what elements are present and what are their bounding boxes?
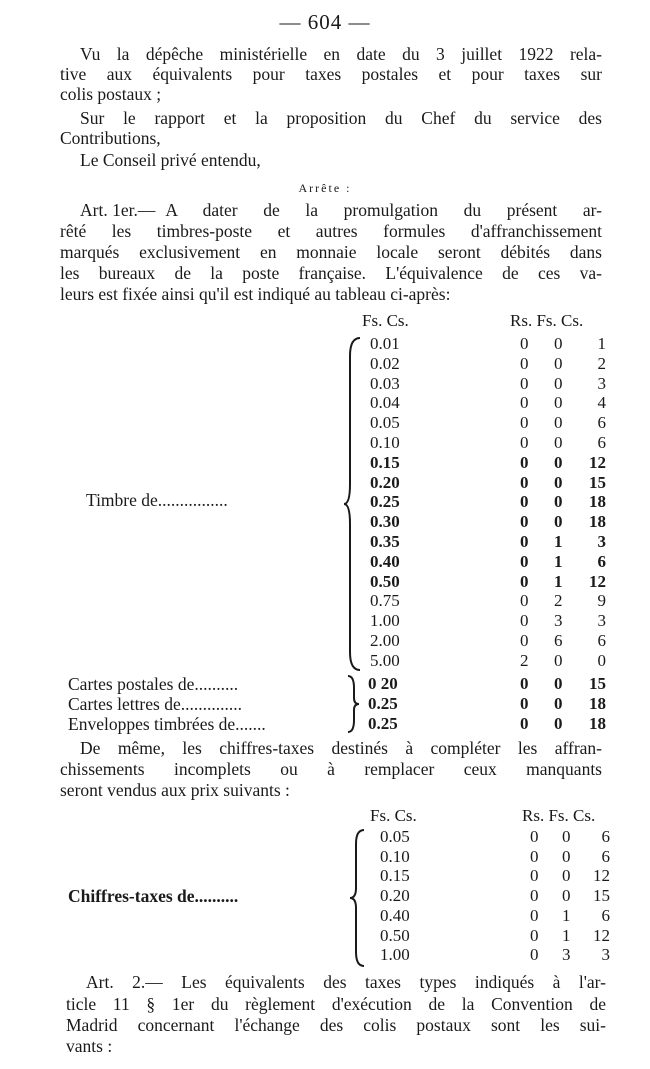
table1-extra-rfs: 0 [554,714,563,733]
para2-line-3: seront vendus aux prix suivants : [60,780,290,800]
table1-row-fs: 0.02 [370,354,400,373]
table1-extra-cs: 18 [589,694,606,713]
arrete-heading: Arrête : [298,181,352,195]
table1-row-fs: 0.15 [370,453,400,472]
table1-extra-label: Cartes lettres de.............. [68,694,242,714]
preamble-line-1: Vu la dépêche ministérielle en date du 3 juillet 1922 rela- [80,44,602,64]
table2-row-fs: 0.15 [380,866,410,885]
table1-extra-cs: 15 [589,674,606,693]
table1-extra-rs: 0 [520,694,529,713]
table1-row-cs: 2 [597,354,606,373]
table1-row-rs: 0 [520,532,529,551]
table1-row-cs: 6 [597,552,606,571]
art2-line-2: ticle 11 § 1er du règlement d'exécution de la Convention de [66,994,606,1014]
table2-row-cs: 6 [601,847,610,866]
art1-line-1-rest: A dater de la promulgation du présent ar- [165,200,602,220]
table1-row-rs: 0 [520,413,529,432]
preamble-line-5: Contributions, [60,128,161,148]
table2-row-cs: 3 [601,945,610,964]
table1-row-rs: 0 [520,334,529,353]
table1-row-rfs: 0 [554,512,563,531]
table1-row-rs: 0 [520,354,529,373]
art1-line-1 [80,200,602,220]
art2-line-4: vants : [66,1036,113,1056]
table1-row-fs: 0.75 [370,591,400,610]
preamble-line-6: Le Conseil privé entendu, [80,150,261,170]
table1-row-rfs: 0 [554,334,563,353]
preamble-line-3: colis postaux ; [60,84,162,104]
art1-line-3: marqués exclusivement en monnaie locale seront débités dans [60,242,602,262]
table1-extra-rs: 0 [520,714,529,733]
table1-extra-rfs: 0 [554,694,563,713]
table2-row-fs: 1.00 [380,945,410,964]
table1-extra-fs: 0.25 [368,714,398,733]
table1-row-fs: 0.30 [370,512,400,531]
table1-row-fs: 0.04 [370,393,400,412]
table1-row-cs: 6 [597,413,606,432]
table1-row-rfs: 0 [554,413,563,432]
table1-row-rfs: 3 [554,611,563,630]
table2-row-rs: 0 [530,926,539,945]
table1-row-rs: 0 [520,374,529,393]
table1-group-label: Timbre de................ [86,490,228,510]
table2-row-fs: 0.50 [380,926,410,945]
table1-row-rs: 0 [520,591,529,610]
table2-row-rs: 0 [530,866,539,885]
table1-row-rfs: 0 [554,433,563,452]
para2-line-1: De même, les chiffres-taxes destinés à compléter les affran- [80,738,602,758]
table1-row-rs: 0 [520,611,529,630]
table1-row-fs: 0.10 [370,433,400,452]
table2-row-cs: 12 [593,926,610,945]
table2-row-rfs: 3 [562,945,571,964]
table1-row-cs: 15 [589,473,606,492]
table2-brace [348,828,370,968]
table2-row-rs: 0 [530,886,539,905]
table1-row-cs: 4 [597,393,606,412]
table1-row-rfs: 1 [554,532,563,551]
table1-row-rfs: 0 [554,492,563,511]
table1-row-rs: 0 [520,631,529,650]
table2-row-rfs: 0 [562,847,571,866]
table1-row-cs: 0 [597,651,606,670]
table1-row-rfs: 6 [554,631,563,650]
preamble-line-4: Sur le rapport et la proposition du Chef du service des [80,108,602,128]
art1-line-4: les bureaux de la poste française. L'équivalence de ces va- [60,263,602,283]
table1-row-fs: 0.01 [370,334,400,353]
table2-row-rfs: 0 [562,886,571,905]
table2-row-cs: 12 [593,866,610,885]
table1-row-fs: 0.50 [370,572,400,591]
table1-row-rs: 0 [520,433,529,452]
table2-row-rs: 0 [530,906,539,925]
table1-row-fs: 0.20 [370,473,400,492]
table2-row-rs: 0 [530,945,539,964]
table1-row-rs: 0 [520,492,529,511]
table2-row-rfs: 1 [562,926,571,945]
table2-row-cs: 6 [601,827,610,846]
table1-row-cs: 3 [597,374,606,393]
table2-row-fs: 0.20 [380,886,410,905]
table2-row-rs: 0 [530,847,539,866]
table2-row-fs: 0.40 [380,906,410,925]
table2-row-rs: 0 [530,827,539,846]
table1-extra-label: Enveloppes timbrées de....... [68,714,266,734]
table1-extra-cs: 18 [589,714,606,733]
table2-row-cs: 15 [593,886,610,905]
table1-row-rfs: 0 [554,651,563,670]
table1-extra-rfs: 0 [554,674,563,693]
table1-row-cs: 3 [597,611,606,630]
table1-row-rfs: 1 [554,552,563,571]
table1-row-fs: 0.35 [370,532,400,551]
table1-extra-fs: 0.25 [368,694,398,713]
table2-row-fs: 0.10 [380,847,410,866]
table1-row-cs: 18 [589,492,606,511]
table1-row-cs: 9 [597,591,606,610]
table1-row-rs: 2 [520,651,529,670]
preamble-line-2: tive aux équivalents pour taxes postales et pour taxes sur [60,64,602,84]
page-number: — 604 — [279,10,371,34]
table2-header-fs: Fs. Cs. [370,806,417,825]
table1-row-fs: 2.00 [370,631,400,650]
table2-group-label: Chiffres-taxes de.......... [68,886,239,906]
table1-row-cs: 18 [589,512,606,531]
table1-row-cs: 12 [589,572,606,591]
table2-row-cs: 6 [601,906,610,925]
table1-row-rs: 0 [520,572,529,591]
table1-brace [342,336,366,672]
table1-row-rs: 0 [520,512,529,531]
table1-row-fs: 0.25 [370,492,400,511]
table1-extra-fs: 0 20 [368,674,398,693]
table1-row-cs: 12 [589,453,606,472]
table2-row-rfs: 1 [562,906,571,925]
art1-lead: Art. 1er.— [80,200,156,220]
table1-row-cs: 6 [597,631,606,650]
table1-row-rs: 0 [520,552,529,571]
table1-row-rfs: 0 [554,393,563,412]
table1-extra-rs: 0 [520,674,529,693]
table2-row-rfs: 0 [562,827,571,846]
art1-line-5: leurs est fixée ainsi qu'il est indiqué au tableau ci-après: [60,284,451,304]
table1-extra-brace [344,674,360,734]
table1-row-rs: 0 [520,473,529,492]
table1-row-rfs: 0 [554,453,563,472]
table2-header-rs: Rs. Fs. Cs. [522,806,596,825]
table1-row-rfs: 1 [554,572,563,591]
table1-row-cs: 6 [597,433,606,452]
para2-line-2: chissements incomplets ou à remplacer ceux manquants [60,759,602,779]
table2-row-fs: 0.05 [380,827,410,846]
table1-row-rfs: 0 [554,354,563,373]
table1-header-fs: Fs. Cs. [362,311,409,330]
table1-row-rfs: 2 [554,591,563,610]
table1-extra-label: Cartes postales de.......... [68,674,239,694]
table1-row-fs: 0.03 [370,374,400,393]
table1-row-fs: 1.00 [370,611,400,630]
table1-row-cs: 1 [597,334,606,353]
art2-line-1: Art. 2.— Les équivalents des taxes types indiqués à l'ar- [86,972,606,992]
table1-row-rs: 0 [520,453,529,472]
table1-row-fs: 0.40 [370,552,400,571]
table1-row-fs: 0.05 [370,413,400,432]
table1-row-fs: 5.00 [370,651,400,670]
table1-row-rs: 0 [520,393,529,412]
art2-line-3: Madrid concernant l'échange des colis postaux sont les sui- [66,1015,606,1035]
table1-row-cs: 3 [597,532,606,551]
table1-row-rfs: 0 [554,374,563,393]
table2-row-rfs: 0 [562,866,571,885]
art1-line-2: rêté les timbres-poste et autres formules d'affranchissement [60,221,602,241]
table1-header-rs: Rs. Fs. Cs. [510,311,584,330]
table1-row-rfs: 0 [554,473,563,492]
